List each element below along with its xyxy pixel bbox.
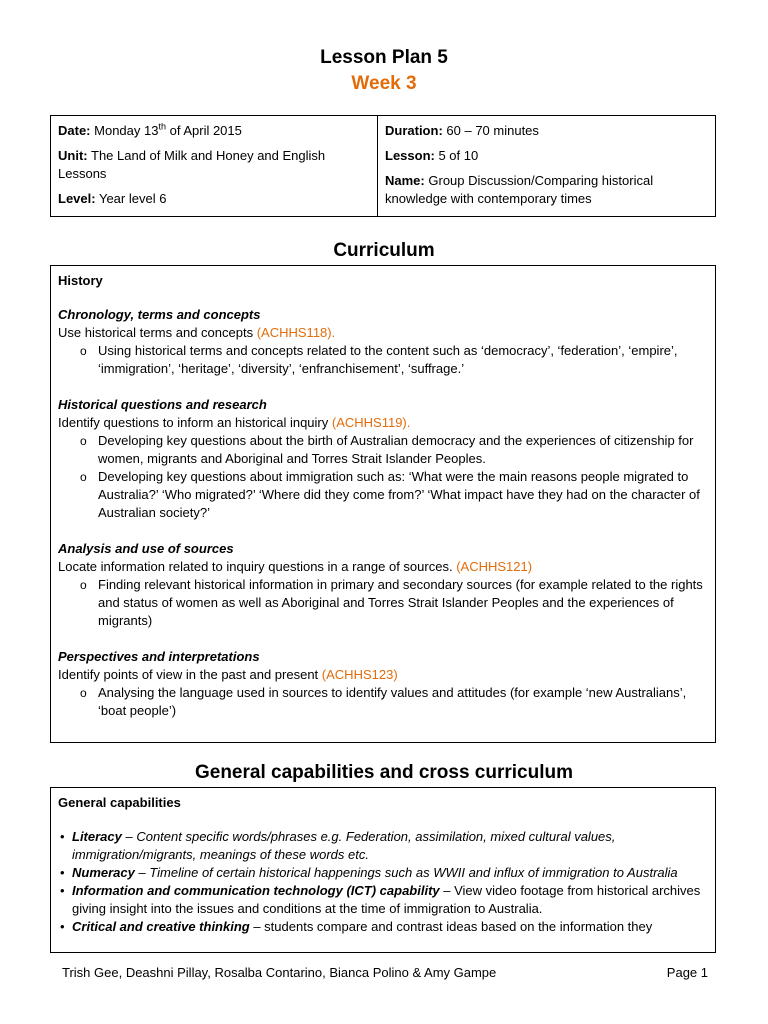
- section-title: Analysis and use of sources: [58, 541, 234, 556]
- section-text: Locate information related to inquiry questions in a range of sources. (ACHHS121): [58, 559, 533, 574]
- curriculum-code: (ACHHS119).: [331, 415, 411, 430]
- page-subtitle: Week 3: [351, 73, 417, 94]
- section-title: Chronology, terms and concepts: [58, 307, 261, 322]
- curriculum-code: (ACHHS123): [321, 667, 398, 682]
- list-item: o Developing key questions about the birth of Australian democracy and the experiences of citizenship for women, migrants and Aboriginal and Torres Strait Islander Peoples.: [58, 432, 708, 468]
- section-title: Perspectives and interpretations: [58, 649, 260, 664]
- curriculum-code: (ACHHS121): [456, 559, 533, 574]
- list-item: o Analysing the language used in sources to identify values and attitudes (for example ‘new Australians’, ‘boat people’): [58, 684, 708, 720]
- list-item: o Finding relevant historical information in primary and secondary sources (for example related to the rights and status of women as well as Aboriginal and Torres Strait Islander Peoples and the experiences of migrants): [58, 576, 708, 630]
- bullet-list: [58, 576, 708, 630]
- general-heading: General capabilities: [58, 795, 181, 810]
- info-left-column: [51, 116, 378, 216]
- list-item: o Developing key questions about immigration such as: ‘What were the main reasons people migrated to Australia?’ ‘Who migrated?’ ‘Where did they come from?’ ‘What impact have they had on the character of Australian society?’: [58, 468, 708, 522]
- bullet-list: [58, 432, 708, 522]
- curriculum-box: [50, 265, 716, 743]
- page-number: Page 1: [666, 965, 708, 980]
- list-item: • Literacy – Content specific words/phrases e.g. Federation, assimilation, mixed cultural values, immigration/migrants, meanings of these words etc.: [58, 828, 708, 864]
- unit-row: Unit: The Land of Milk and Honey and English Lessons: [58, 148, 326, 181]
- section-title: Historical questions and research: [58, 397, 267, 412]
- footer-authors: Trish Gee, Deashni Pillay, Rosalba Contarino, Bianca Polino & Amy Gampe: [62, 965, 497, 980]
- info-right-column: [378, 116, 715, 216]
- general-capabilities-title: General capabilities and cross curriculum: [194, 762, 574, 783]
- curriculum-code: (ACHHS118).: [256, 325, 336, 340]
- section-text: Identify points of view in the past and present (ACHHS123): [58, 667, 398, 682]
- history-heading: History: [58, 273, 103, 288]
- list-item: • Numeracy – Timeline of certain historical happenings such as WWII and influx of immigration to Australia: [58, 864, 708, 882]
- lesson-row: Lesson: 5 of 10: [385, 148, 479, 163]
- page-title: Lesson Plan 5: [320, 47, 448, 68]
- bullet-list: [58, 684, 708, 720]
- capabilities-list: [58, 828, 708, 936]
- list-item: • Information and communication technology (ICT) capability – View video footage from historical archives giving insight into the issues and conditions at the time of immigration to Australia.: [58, 882, 708, 918]
- bullet-list: [58, 342, 708, 378]
- page-footer: [62, 965, 708, 980]
- curriculum-title: Curriculum: [333, 240, 435, 261]
- section-text: Use historical terms and concepts (ACHHS118).: [58, 325, 336, 340]
- level-row: Level: Year level 6: [58, 191, 167, 206]
- list-item: o Using historical terms and concepts related to the content such as ‘democracy’, ‘federation’, ‘empire’, ‘immigration’, ‘heritage’, ‘diversity’, ‘enfranchisement’, ‘suffrage.’: [58, 342, 708, 378]
- section-text: Identify questions to inform an historical inquiry (ACHHS119).: [58, 415, 411, 430]
- list-item: • Critical and creative thinking – students compare and contrast ideas based on the information they: [58, 918, 708, 936]
- general-capabilities-box: [50, 787, 716, 953]
- lesson-info-table: [50, 115, 716, 217]
- name-row: Name: Group Discussion/Comparing historical knowledge with contemporary times: [385, 173, 654, 206]
- date-row: Date: Monday 13th of April 2015: [58, 121, 242, 138]
- duration-row: Duration: 60 – 70 minutes: [385, 123, 539, 138]
